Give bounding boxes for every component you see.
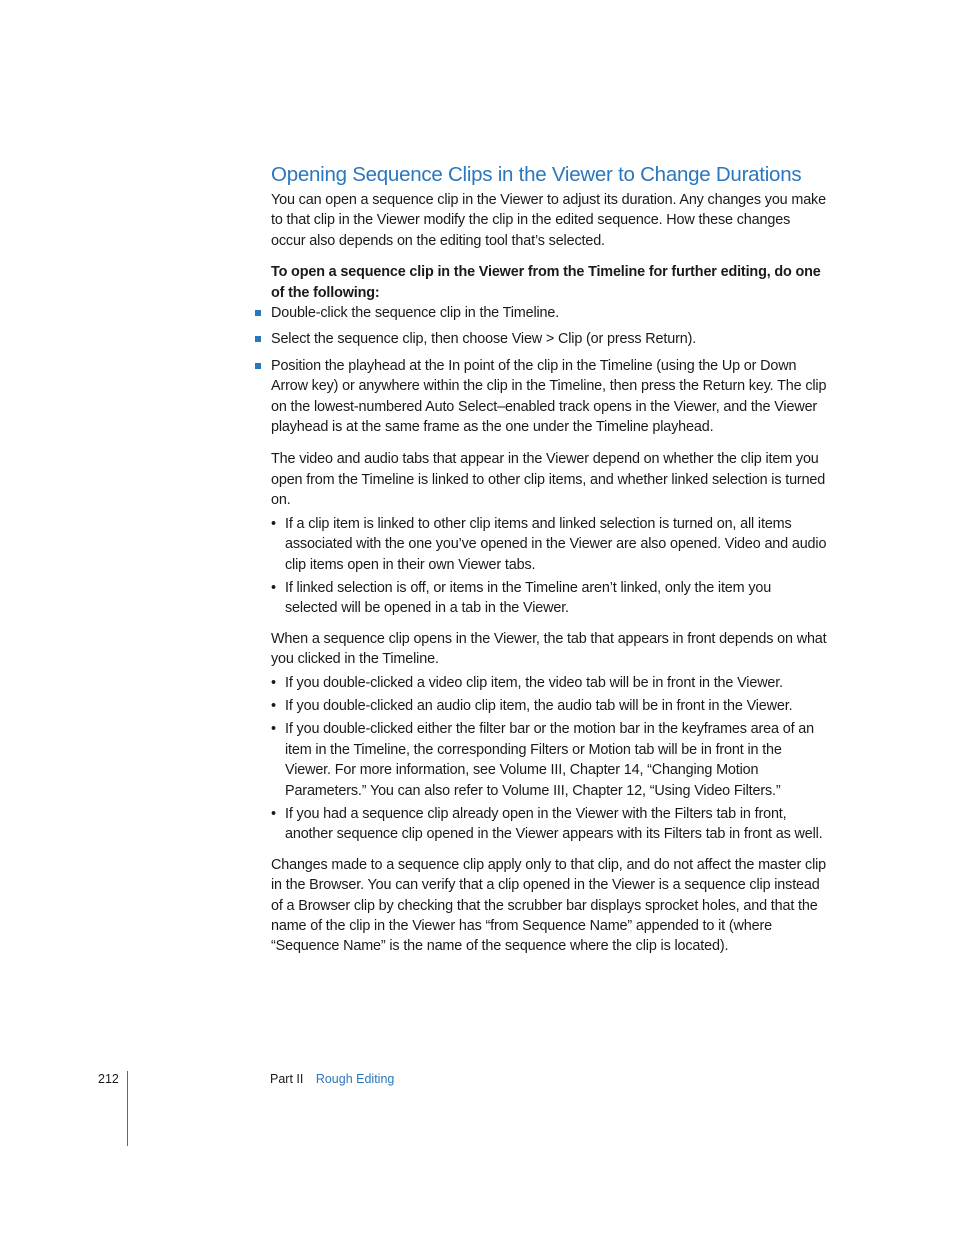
list-item: Position the playhead at the In point of the clip in the Timeline (using the Up or Down Arrow key) or anywhere within the clip in the Timeline, then press the Return key. The clip on the lowest-numbered Auto Select–enabled track opens in the Viewer, and the Viewer playhead is at the same frame as the one under the Timeline playhead.	[271, 356, 827, 438]
closing-paragraph: Changes made to a sequence clip apply only to that clip, and do not affect the master clip in the Browser. You can verify that a clip opened in the Viewer is a sequence clip instead of a Browser clip by checking that the scrubber bar displays sprocket holes, and that the name of the clip in the Viewer has “from Sequence Name” appended to it (where “Sequence Name” is the name of the sequence where the clip is located).	[271, 856, 827, 955]
intro-paragraph: You can open a sequence clip in the Viewer to adjust its duration. Any changes you make to that clip in the Viewer modify the clip in the edited sequence. How these changes occur also depends on the editing tool that’s selected.	[271, 192, 826, 249]
list-item: Double-click the sequence clip in the Timeline.	[271, 303, 827, 323]
front-bullets	[271, 673, 827, 845]
tabs-bullets	[271, 514, 827, 619]
page-body	[271, 161, 827, 957]
list-item: • If you double-clicked either the filter bar or the motion bar in the keyframes area of an item in the Timeline, the corresponding Filters or Motion tab will be in front in the Viewer. For more information, see Volume III, Chapter 14, “Changing Motion Parameters.” You can also refer to Volume III, Chapter 12, “Using Video Filters.”	[271, 721, 814, 799]
bullet-icon: •	[271, 805, 276, 822]
steps-list	[271, 303, 827, 437]
footer-part-label: Part II	[270, 1072, 304, 1086]
list-item: • If you double-clicked a video clip item, the video tab will be in front in the Viewer.	[285, 673, 827, 693]
bullet-icon: •	[271, 674, 276, 691]
square-bullet-icon	[255, 336, 261, 342]
footer-divider	[127, 1071, 128, 1146]
bullet-icon: •	[271, 697, 276, 714]
square-bullet-icon	[255, 363, 261, 369]
running-footer	[270, 1072, 394, 1086]
square-bullet-icon	[255, 310, 261, 316]
list-item: • If you had a sequence clip already open in the Viewer with the Filters tab in front, another sequence clip opened in the Viewer appears with its Filters tab in front as well.	[271, 805, 823, 843]
task-heading: To open a sequence clip in the Viewer from the Timeline for further editing, do one of the following:	[271, 264, 821, 301]
section-heading: Opening Sequence Clips in the Viewer to Change Durations	[271, 163, 802, 186]
list-item: • If you double-clicked an audio clip item, the audio tab will be in front in the Viewer.	[285, 696, 827, 716]
page-number: 212	[98, 1072, 119, 1086]
list-item: • If linked selection is off, or items in the Timeline aren’t linked, only the item you selected will be opened in a tab in the Viewer.	[271, 579, 772, 617]
list-item: • If a clip item is linked to other clip items and linked selection is turned on, all items associated with the one you’ve opened in the Viewer are also opened. Video and audio clip items open in their own Viewer tabs.	[271, 515, 827, 573]
bullet-icon: •	[271, 579, 276, 596]
footer-chapter-link[interactable]: Rough Editing	[315, 1072, 395, 1086]
front-paragraph: When a sequence clip opens in the Viewer, the tab that appears in front depends on what you clicked in the Timeline.	[271, 630, 827, 668]
list-item: Select the sequence clip, then choose View > Clip (or press Return).	[271, 329, 827, 349]
bullet-icon: •	[271, 515, 276, 532]
tabs-paragraph: The video and audio tabs that appear in the Viewer depend on whether the clip item you open from the Timeline is linked to other clip items, and whether linked selection is turned on.	[271, 451, 826, 509]
bullet-icon: •	[271, 721, 276, 738]
